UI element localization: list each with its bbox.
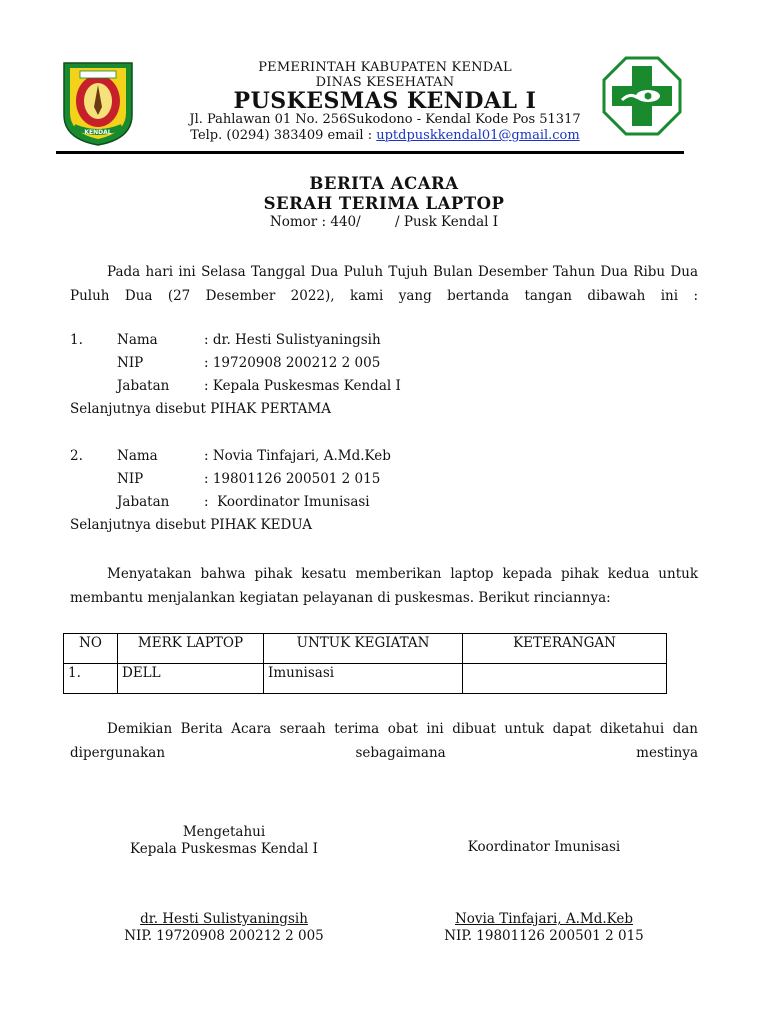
- cell-no: 1.: [64, 664, 118, 694]
- left-signer-name-text: dr. Hesti Sulistyaningsih: [140, 911, 308, 927]
- party1-designation: Selanjutnya disebut PIHAK PERTAMA: [70, 401, 331, 417]
- left-sign-line2: Kepala Puskesmas Kendal I: [130, 841, 318, 857]
- laptop-detail-table: [63, 633, 667, 694]
- party2-designation: Selanjutnya disebut PIHAK KEDUA: [70, 517, 312, 533]
- cell-brand: DELL: [118, 664, 264, 694]
- party2-name-value: : Novia Tinfajari, A.Md.Keb: [204, 448, 391, 464]
- cell-activity: Imunisasi: [264, 664, 463, 694]
- party1-number: 1.: [70, 332, 83, 348]
- party1-name-value: : dr. Hesti Sulistyaningsih: [204, 332, 381, 348]
- right-signer-name-text: Novia Tinfajari, A.Md.Keb: [454, 911, 634, 927]
- header-brand: MERK LAPTOP: [118, 634, 264, 664]
- intro-paragraph: Pada hari ini Selasa Tanggal Dua Puluh Tujuh Bulan Desember Tahun Dua Ribu Dua Puluh Dua (27 Desember 2022), kami yang bertanda tangan dibawah ini :: [70, 264, 698, 304]
- doc-subtitle: SERAH TERIMA LAPTOP: [263, 194, 505, 213]
- closing-paragraph: Demikian Berita Acara seraah terima obat ini dibuat untuk dapat diketahui dan dipergunakan sebagaimana mestinya: [70, 721, 698, 761]
- party2-number: 2.: [70, 448, 83, 464]
- party2-job-value: : Koordinator Imunisasi: [204, 494, 370, 510]
- party2-nip-label: NIP: [117, 471, 144, 487]
- right-signer-name: [420, 911, 668, 927]
- party2-nip-value: : 19801126 200501 2 015: [204, 471, 381, 487]
- party1-job-value: : Kepala Puskesmas Kendal I: [204, 378, 401, 394]
- email-link[interactable]: uptdpuskkendal01@gmail.com: [376, 128, 580, 143]
- doc-title: BERITA ACARA: [309, 174, 459, 193]
- doc-number: Nomor : 440/ / Pusk Kendal I: [269, 214, 499, 230]
- header-notes: KETERANGAN: [463, 634, 667, 664]
- header-no: NO: [64, 634, 118, 664]
- institution-name: PUSKESMAS KENDAL I: [233, 88, 537, 114]
- logo-left-text: KENDAL: [84, 129, 112, 136]
- phone-text: Telp. (0294) 383409 email :: [190, 128, 377, 143]
- party1-nip-value: : 19720908 200212 2 005: [204, 355, 381, 371]
- party1-job-label: Jabatan: [117, 378, 170, 394]
- party1-name-label: Nama: [117, 332, 158, 348]
- cell-notes: [463, 664, 667, 694]
- institution-address: Jl. Pahlawan 01 No. 256Sukodono - Kendal Kode Pos 51317: [189, 112, 581, 127]
- statement-paragraph: Menyatakan bahwa pihak kesatu memberikan laptop kepada pihak kedua untuk membantu menjalankan kegiatan pelayanan di puskesmas. Berikut rinciannya:: [70, 566, 698, 606]
- kendal-regency-logo: [58, 57, 138, 147]
- party2-name-label: Nama: [117, 448, 158, 464]
- header-activity: UNTUK KEGIATAN: [264, 634, 463, 664]
- left-signer-nip: NIP. 19720908 200212 2 005: [124, 928, 324, 944]
- government-name: PEMERINTAH KABUPATEN KENDAL: [258, 60, 512, 75]
- left-signer-name: [100, 911, 348, 927]
- right-sign-line1: Koordinator Imunisasi: [467, 839, 621, 855]
- party2-job-label: Jabatan: [117, 494, 170, 510]
- department-name: DINAS KESEHATAN: [315, 75, 455, 90]
- table-header-row: [64, 634, 667, 664]
- institution-contact: [155, 128, 615, 143]
- table-row: [64, 664, 667, 694]
- party1-nip-label: NIP: [117, 355, 144, 371]
- right-signer-nip: NIP. 19801126 200501 2 015: [444, 928, 644, 944]
- letterhead-rule: [56, 151, 684, 154]
- left-sign-line1: Mengetahui: [182, 824, 266, 840]
